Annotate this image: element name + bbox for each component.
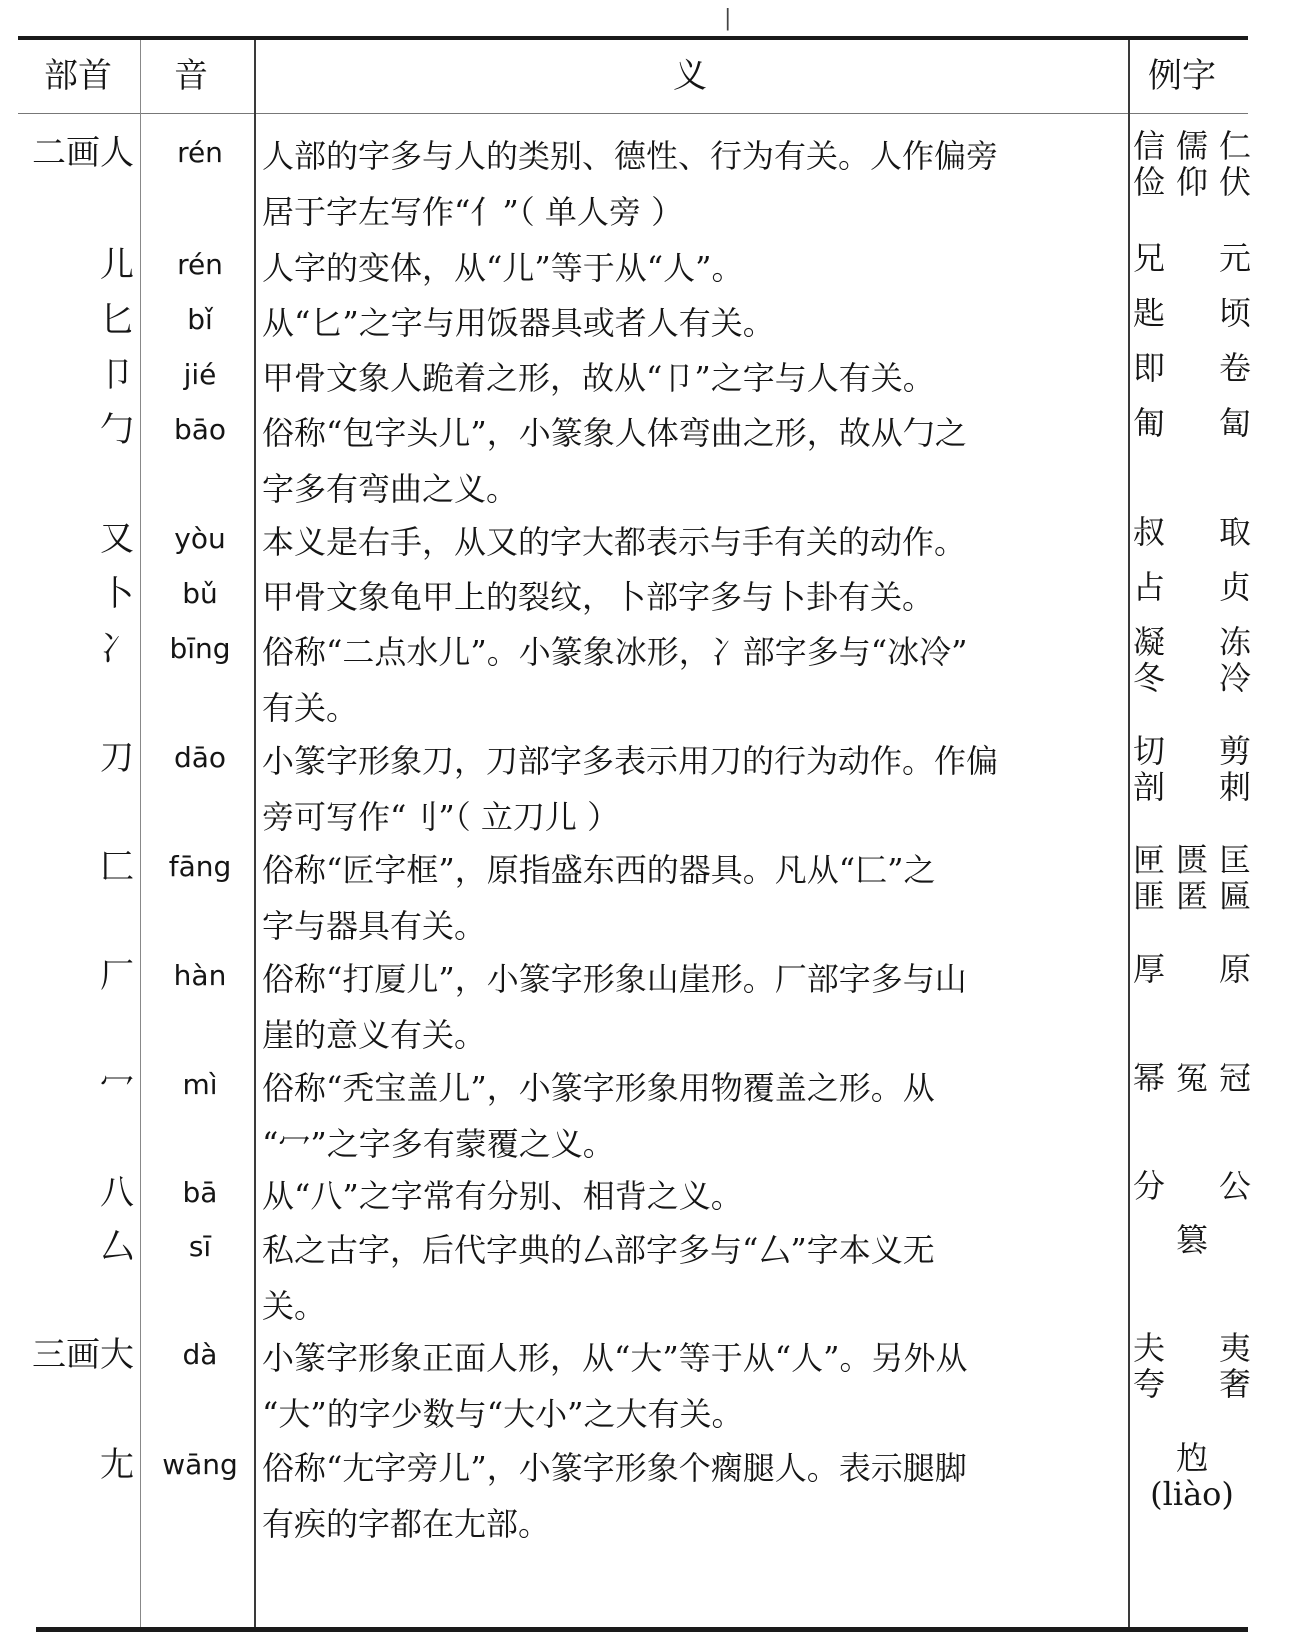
- pinyin-cell: dāo: [173, 741, 227, 774]
- example-char: 匡: [1218, 841, 1251, 879]
- meaning-cell: [262, 569, 1126, 625]
- meaning-cell: [262, 1440, 1126, 1552]
- example-line: [1133, 164, 1251, 200]
- example-line: [1133, 295, 1251, 331]
- example-char: 儒: [1175, 127, 1208, 165]
- meaning-cell: [262, 350, 1126, 406]
- example-char: 夸: [1133, 1365, 1166, 1403]
- meaning-cell: [262, 405, 1126, 517]
- meaning-line: 有疾的字都在尢部。: [262, 1505, 551, 1543]
- example-char: 夫: [1133, 1329, 1166, 1367]
- example-char: 叔: [1133, 513, 1166, 551]
- pinyin-cell: bīng: [169, 632, 231, 665]
- top-rule: [18, 36, 1248, 40]
- radical-cell: 厂: [100, 956, 134, 996]
- meaning-line: 人部的字多与人的类别、德性、行为有关。人作偏旁: [262, 137, 999, 175]
- meaning-line: “大”的字少数与“大小”之大有关。: [262, 1395, 744, 1433]
- example-char: 顷: [1218, 294, 1251, 332]
- examples-cell: [1133, 1222, 1251, 1258]
- meaning-line: 本义是右手，从又的字大都表示与手有关的动作。: [262, 523, 967, 561]
- example-char: 贞: [1218, 568, 1251, 606]
- example-line: [1133, 1476, 1251, 1512]
- example-char: 冷: [1218, 659, 1251, 697]
- meaning-line: 字与器具有关。: [262, 907, 487, 945]
- meaning-line: 人字的变体，从“儿”等于从“人”。: [262, 249, 744, 287]
- example-char: 仰: [1175, 163, 1208, 201]
- column-divider-3: [1128, 40, 1130, 1627]
- examples-cell: [1133, 295, 1251, 331]
- meaning-line: 俗称“匠字框”，原指盛东西的器具。凡从“匚”之: [262, 851, 936, 889]
- column-divider-1: [140, 40, 141, 1627]
- meaning-cell: [262, 624, 1126, 736]
- radical-cell: 卩: [100, 355, 134, 395]
- pinyin-cell: rén: [177, 248, 223, 281]
- example-char: 匍: [1133, 404, 1166, 442]
- bottom-rule: [36, 1627, 1248, 1632]
- example-char: 伏: [1218, 163, 1251, 201]
- meaning-line: 甲骨文象人跪着之形，故从“卩”之字与人有关。: [262, 359, 935, 397]
- meaning-line: 居于字左写作“亻”（ 单人旁 ）: [262, 193, 684, 231]
- pinyin-cell: bǐ: [187, 303, 213, 336]
- pinyin-cell: bā: [182, 1176, 218, 1209]
- example-char: 公: [1218, 1167, 1251, 1205]
- pinyin-cell: mì: [182, 1068, 218, 1101]
- meaning-line: 关。: [262, 1287, 327, 1325]
- example-line: [1133, 1366, 1251, 1402]
- example-char: 仁: [1218, 127, 1251, 165]
- example-line: [1133, 878, 1251, 914]
- examples-cell: [1133, 514, 1251, 550]
- meaning-cell: [262, 1222, 1126, 1334]
- pinyin-cell: hàn: [173, 959, 227, 992]
- meaning-line: 字多有弯曲之义。: [262, 470, 519, 508]
- example-line: [1133, 240, 1251, 276]
- example-line: [1133, 1222, 1251, 1258]
- meaning-line: 小篆字形象正面人形，从“大”等于从“人”。另外从: [262, 1339, 968, 1377]
- examples-cell: [1133, 1060, 1251, 1096]
- page-mark: |: [724, 6, 732, 31]
- examples-cell: [1133, 951, 1251, 987]
- header-rule: [18, 113, 1248, 114]
- radical-cell: 勹: [100, 410, 134, 450]
- radical-cell: 八: [100, 1173, 134, 1213]
- examples-cell: [1133, 1440, 1251, 1512]
- meaning-cell: [262, 951, 1126, 1063]
- example-line: [1133, 951, 1251, 987]
- example-char: 匣: [1133, 841, 1166, 879]
- radical-cell: 尢: [100, 1445, 134, 1485]
- example-char: 占: [1133, 568, 1166, 606]
- meaning-line: 从“匕”之字与用饭器具或者人有关。: [262, 304, 775, 342]
- example-char: 厚: [1133, 950, 1166, 988]
- example-line: [1133, 569, 1251, 605]
- meaning-cell: [262, 514, 1126, 570]
- pinyin-cell: bǔ: [182, 577, 218, 610]
- example-line: [1133, 514, 1251, 550]
- example-line: [1133, 350, 1251, 386]
- example-char: 匿: [1175, 877, 1208, 915]
- example-char: 原: [1218, 950, 1251, 988]
- meaning-cell: [262, 1330, 1126, 1442]
- examples-cell: [1133, 1168, 1251, 1204]
- example-char: 切: [1133, 732, 1166, 770]
- example-char: 奢: [1218, 1365, 1251, 1403]
- example-line: [1133, 1168, 1251, 1204]
- example-char: (liào): [1150, 1475, 1234, 1513]
- pinyin-cell: sī: [188, 1230, 212, 1263]
- example-line: [1133, 1330, 1251, 1366]
- example-line: [1133, 733, 1251, 769]
- example-char: 即: [1133, 349, 1166, 387]
- example-line: [1133, 1060, 1251, 1096]
- radical-cell: 卜: [100, 574, 134, 614]
- example-char: 元: [1218, 239, 1251, 277]
- examples-cell: [1133, 624, 1251, 696]
- pinyin-cell: yòu: [174, 522, 226, 555]
- example-char: 兄: [1133, 239, 1166, 277]
- examples-cell: [1133, 842, 1251, 914]
- pinyin-cell: wāng: [162, 1448, 238, 1481]
- meaning-cell: [262, 128, 1126, 240]
- example-char: 冤: [1175, 1059, 1208, 1097]
- meaning-line: 旁可写作“刂”（ 立刀儿 ）: [262, 798, 620, 836]
- example-char: 俭: [1133, 163, 1166, 201]
- meaning-line: 俗称“秃宝盖儿”，小篆字形象用物覆盖之形。从: [262, 1069, 935, 1107]
- example-char: 信: [1133, 127, 1166, 165]
- example-char: 刺: [1218, 768, 1251, 806]
- example-char: 卷: [1218, 349, 1251, 387]
- radical-cell: 冖: [100, 1065, 134, 1105]
- example-line: [1133, 128, 1251, 164]
- example-char: 夷: [1218, 1329, 1251, 1367]
- pinyin-cell: fāng: [168, 850, 232, 883]
- radical-cell: 二画人: [32, 133, 134, 173]
- example-char: 冻: [1218, 623, 1251, 661]
- example-char: 分: [1133, 1167, 1166, 1205]
- header-radical: 部首: [44, 56, 112, 96]
- examples-cell: [1133, 1330, 1251, 1402]
- example-char: 取: [1218, 513, 1251, 551]
- example-char: 冠: [1218, 1059, 1251, 1097]
- meaning-line: 崖的意义有关。: [262, 1016, 487, 1054]
- pinyin-cell: jié: [183, 358, 217, 391]
- meaning-line: “冖”之字多有蒙覆之义。: [262, 1125, 615, 1163]
- meaning-cell: [262, 295, 1126, 351]
- example-char: 匪: [1133, 877, 1166, 915]
- header-examples: 例字: [1148, 56, 1216, 96]
- example-char: 匙: [1133, 294, 1166, 332]
- meaning-cell: [262, 733, 1126, 845]
- example-line: [1133, 405, 1251, 441]
- example-char: 剪: [1218, 732, 1251, 770]
- header-meaning: 义: [673, 56, 707, 96]
- example-char: 冬: [1133, 659, 1166, 697]
- pinyin-cell: bāo: [173, 413, 227, 446]
- examples-cell: [1133, 569, 1251, 605]
- example-char: 剖: [1133, 768, 1166, 806]
- example-char: 篡: [1175, 1221, 1208, 1259]
- meaning-line: 私之古字，后代字典的厶部字多与“厶”字本义无: [262, 1231, 935, 1269]
- meaning-line: 有关。: [262, 689, 359, 727]
- radical-cell: 厶: [100, 1227, 134, 1267]
- example-line: [1133, 660, 1251, 696]
- examples-cell: [1133, 350, 1251, 386]
- radical-cell: 三画大: [32, 1335, 134, 1375]
- meaning-cell: [262, 1168, 1126, 1224]
- meaning-line: 俗称“二点水儿”。小篆象冰形，冫部字多与“冰冷”: [262, 633, 968, 671]
- example-line: [1133, 1440, 1251, 1476]
- radical-cell: 匕: [100, 300, 134, 340]
- example-line: [1133, 842, 1251, 878]
- radical-cell: 冫: [100, 629, 134, 669]
- meaning-line: 甲骨文象龟甲上的裂纹，卜部字多与卜卦有关。: [262, 578, 935, 616]
- example-char: 匾: [1218, 877, 1251, 915]
- example-line: [1133, 624, 1251, 660]
- meaning-line: 从“八”之字常有分别、相背之义。: [262, 1177, 743, 1215]
- example-char: 匐: [1218, 404, 1251, 442]
- pinyin-cell: dà: [182, 1338, 218, 1371]
- example-char: 匮: [1175, 841, 1208, 879]
- meaning-cell: [262, 1060, 1126, 1172]
- radical-cell: 又: [100, 519, 134, 559]
- examples-cell: [1133, 405, 1251, 441]
- meaning-line: 俗称“尢字旁儿”，小篆字形象个瘸腿人。表示腿脚: [262, 1449, 967, 1487]
- meaning-cell: [262, 842, 1126, 954]
- examples-cell: [1133, 128, 1251, 200]
- example-char: 尥: [1175, 1439, 1208, 1477]
- examples-cell: [1133, 733, 1251, 805]
- radical-cell: 刀: [100, 738, 134, 778]
- radical-cell: 儿: [100, 245, 134, 285]
- column-divider-2: [254, 40, 256, 1627]
- meaning-line: 小篆字形象刀，刀部字多表示用刀的行为动作。作偏: [262, 742, 999, 780]
- example-char: 幂: [1133, 1059, 1166, 1097]
- pinyin-cell: rén: [177, 136, 223, 169]
- example-line: [1133, 769, 1251, 805]
- radical-cell: 匚: [100, 847, 134, 887]
- header-sound: 音: [174, 56, 208, 96]
- meaning-line: 俗称“打厦儿”，小篆字形象山崖形。厂部字多与山: [262, 960, 967, 998]
- meaning-line: 俗称“包字头儿”，小篆象人体弯曲之形，故从勹之: [262, 414, 967, 452]
- examples-cell: [1133, 240, 1251, 276]
- meaning-cell: [262, 240, 1126, 296]
- example-char: 凝: [1133, 623, 1166, 661]
